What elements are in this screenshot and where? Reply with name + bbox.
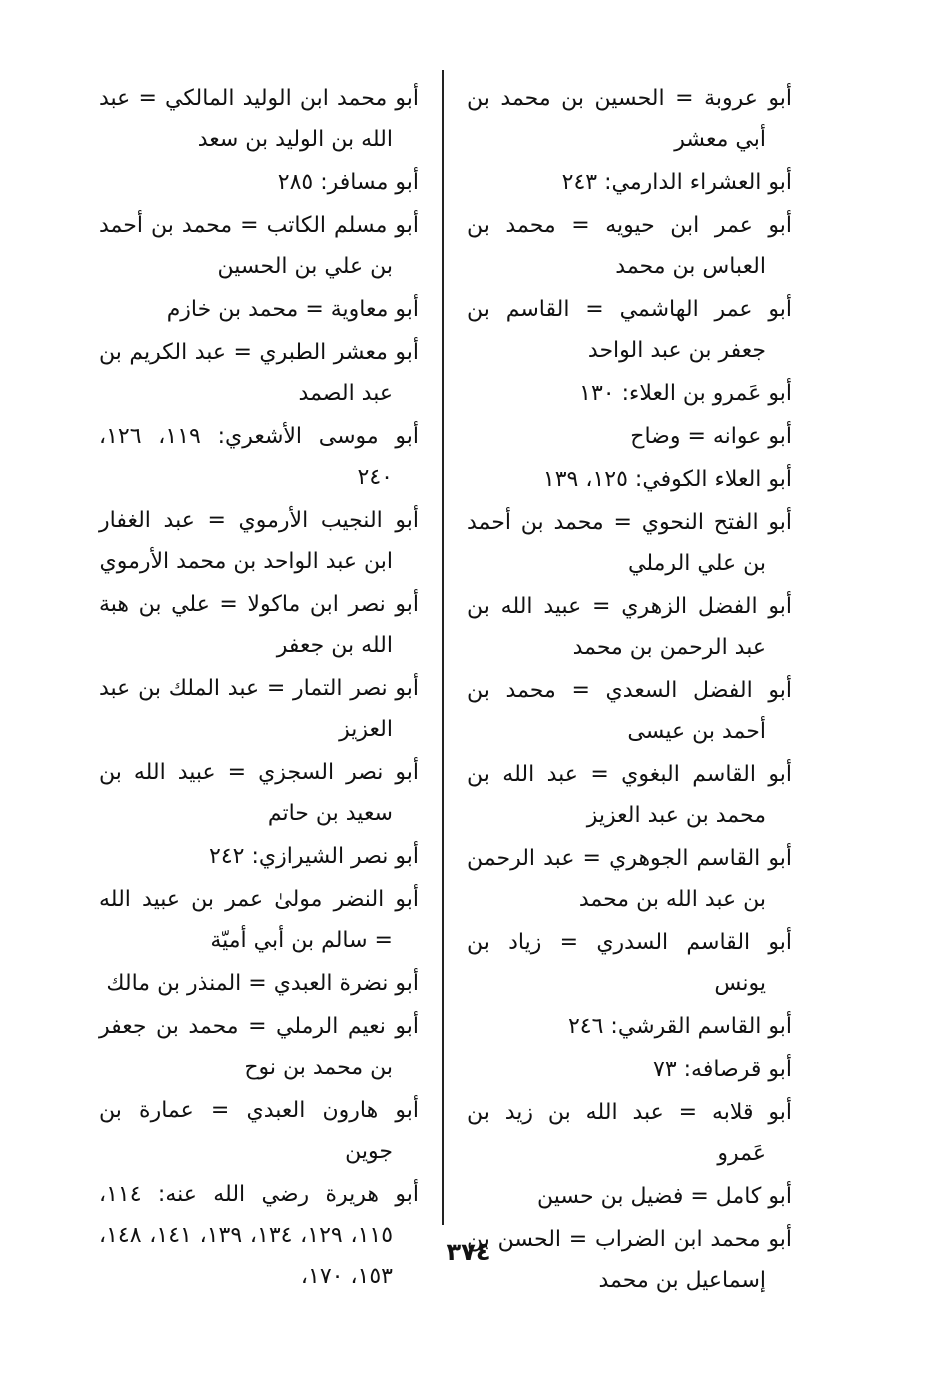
index-entry: أبو النجيب الأرموي = عبد الغفار ابن عبد الواحد بن محمد الأرموي: [99, 508, 419, 574]
index-entry: أبو نعيم الرملي = محمد بن جعفر بن محمد بن نوح: [99, 1014, 419, 1080]
index-entry: أبو القاسم القرشي: ٢٤٦: [567, 1014, 792, 1039]
column-divider: [442, 70, 444, 1225]
index-entry: أبو الفضل الزهري = عبيد الله بن عبد الرحمن بن محمد: [467, 594, 792, 660]
index-entry: أبو معاوية = محمد بن خازم: [166, 297, 419, 322]
index-entry: أبو قلابه = عبد الله بن زيد بن عَمرو: [467, 1100, 792, 1166]
index-entry: أبو القاسم السدري = زياد بن يونس: [467, 930, 792, 996]
index-entry: أبو نضرة العبدي = المنذر بن مالك: [106, 971, 419, 996]
index-entry: أبو عروبة = الحسين بن محمد بن أبي معشر: [467, 86, 792, 152]
index-entry: أبو نصر الشيرازي: ٢٤٢: [209, 844, 419, 869]
left-column: [99, 78, 419, 1299]
index-entry: أبو العشراء الدارمي: ٢٤٣: [561, 170, 792, 195]
index-entry: أبو النضر مولىٰ عمر بن عبيد الله = سالم بن أبي أميّة: [99, 887, 419, 953]
index-entry: أبو الفضل السعدي = محمد بن أحمد بن عيسى: [467, 678, 792, 744]
right-column: [467, 78, 792, 1303]
index-entry: أبو هريرة رضي الله عنه: ١١٤، ١١٥، ١٢٩، ١٣٤، ١٣٩، ١٤١، ١٤٨، ١٥٣، ١٧٠،: [99, 1182, 419, 1289]
index-entry: أبو عوانه = وضاح: [630, 424, 792, 449]
index-entry: أبو القاسم الجوهري = عبد الرحمن بن عبد الله بن محمد: [467, 846, 792, 912]
index-entry: أبو مسلم الكاتب = محمد بن أحمد بن علي بن الحسين: [99, 213, 419, 279]
index-entry: أبو مسافر: ٢٨٥: [277, 170, 419, 195]
index-entry: أبو الفتح النحوي = محمد بن أحمد بن علي الرملي: [467, 510, 792, 576]
index-entry: أبو نصر التمار = عبد الملك بن عبد العزيز: [99, 676, 419, 742]
index-entry: أبو كامل = فضيل بن حسين: [537, 1184, 792, 1209]
index-entry: أبو قرصافه: ٧٣: [653, 1057, 792, 1082]
index-entry: أبو نصر ابن ماكولا = علي بن هبة الله بن جعفر: [99, 592, 419, 658]
index-entry: أبو عمر ابن حيويه = محمد بن العباس بن محمد: [467, 213, 792, 279]
index-entry: أبو معشر الطبري = عبد الكريم بن عبد الصمد: [99, 340, 419, 406]
index-entry: أبو موسى الأشعري: ١١٩، ١٢٦، ٢٤٠: [99, 424, 419, 490]
index-entry: أبو عمر الهاشمي = القاسم بن جعفر بن عبد الواحد: [467, 297, 792, 363]
index-entry: أبو محمد ابن الوليد المالكي = عبد الله بن الوليد بن سعد: [99, 86, 419, 152]
index-entry: أبو هارون العبدي = عمارة بن جوين: [99, 1098, 419, 1164]
index-entry: أبو عَمرو بن العلاء: ١٣٠: [579, 381, 792, 406]
index-entry: أبو نصر السجزي = عبيد الله بن سعيد بن حاتم: [99, 760, 419, 826]
page-number: ٣٧٤: [446, 1238, 491, 1266]
index-entry: أبو القاسم البغوي = عبد الله بن محمد بن عبد العزيز: [467, 762, 792, 828]
index-entry: أبو محمد ابن الضراب = الحسن بن إسماعيل بن محمد: [467, 1227, 792, 1293]
index-entry: أبو العلاء الكوفي: ١٢٥، ١٣٩: [542, 467, 792, 492]
